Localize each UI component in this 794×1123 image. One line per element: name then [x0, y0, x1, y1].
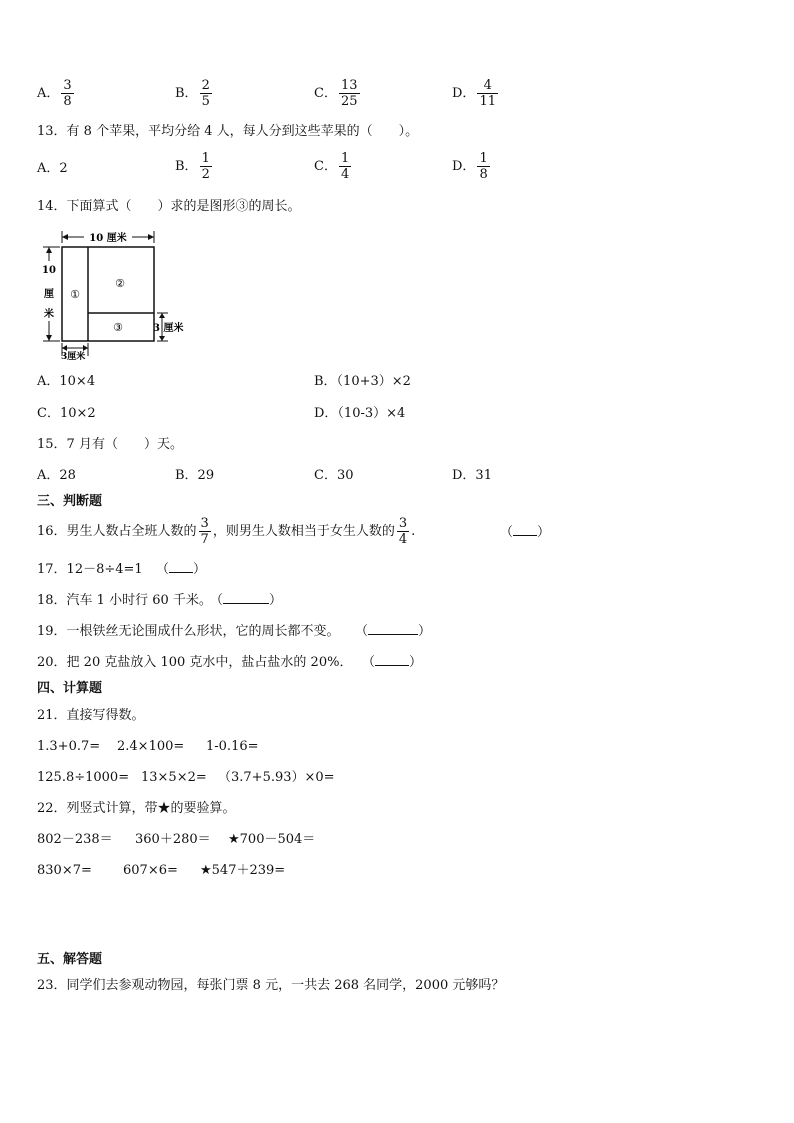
- q17-text: 17．12－8÷4=1: [37, 562, 143, 577]
- q14-option-c[interactable]: C．10×2: [37, 406, 96, 421]
- q14-option-d[interactable]: D．（10-3）×4: [314, 406, 406, 421]
- bottom-dimension-label: 3厘米: [61, 352, 86, 362]
- q22-item: ★700－504＝: [228, 832, 316, 847]
- q22-item: 802－238＝: [37, 832, 113, 847]
- q13-option-a[interactable]: A．2: [37, 161, 68, 176]
- fraction: $\frac{3}{4}$: [398, 516, 408, 547]
- q21-item: 13×5×2=: [141, 770, 207, 785]
- left-dimension-label-1: 10: [42, 265, 56, 276]
- q21-item: 125.8÷1000=: [37, 770, 130, 785]
- fraction: $\frac{1}{8}$: [479, 151, 488, 182]
- q12-option-d[interactable]: D． $\frac{4}{11}$: [452, 78, 496, 109]
- q19-answer-blank[interactable]: （ ）: [355, 624, 432, 639]
- q18-answer-blank[interactable]: （ ）: [210, 593, 283, 608]
- q13-option-c[interactable]: C． $\frac{1}{4}$: [314, 151, 350, 182]
- q19-text: 19．一根铁丝无论围成什么形状，它的周长都不变。: [37, 624, 340, 639]
- q21-item: 1.3+0.7=: [37, 739, 101, 754]
- q13-stem: 13．有 8 个苹果，平均分给 4 人，每人分到这些苹果的（ ）。: [37, 124, 419, 139]
- section-3-heading: 三、判断题: [37, 494, 103, 509]
- fraction: $\frac{1}{2}$: [201, 151, 210, 182]
- right-dimension-label: 3 厘米: [153, 323, 184, 334]
- q22-item: ★547＋239=: [200, 863, 286, 878]
- q22-item: 830×7=: [37, 863, 92, 878]
- q12-option-b[interactable]: B． $\frac{2}{5}$: [175, 78, 210, 109]
- q15-option-a[interactable]: A．28: [37, 468, 76, 483]
- region-1-label: ①: [70, 288, 80, 301]
- q14-option-a[interactable]: A．10×4: [37, 374, 96, 389]
- left-dimension-label-3: 米: [44, 309, 54, 320]
- q22-item: 360＋280＝: [135, 832, 211, 847]
- q14-stem: 14．下面算式（ ）求的是图形③的周长。: [37, 199, 301, 214]
- fraction: $\frac{2}{5}$: [201, 78, 210, 109]
- q14-option-b[interactable]: B．（10+3）×2: [314, 374, 411, 389]
- fraction: $\frac{13}{25}$: [340, 78, 358, 109]
- q15-option-c[interactable]: C．30: [314, 468, 354, 483]
- fraction: $\frac{3}{7}$: [200, 516, 209, 547]
- fraction: $\frac{3}{8}$: [63, 78, 72, 109]
- section-5-heading: 五、解答题: [37, 952, 103, 967]
- q20-text: 20．把 20 克盐放入 100 克水中，盐占盐水的 20%．: [37, 655, 353, 670]
- section-4-heading: 四、计算题: [37, 681, 103, 696]
- q21-item: （3.7+5.93）×0=: [218, 770, 335, 785]
- region-3-label: ③: [113, 321, 123, 334]
- left-dimension-label-2: 厘: [44, 289, 54, 300]
- q21-item: 2.4×100=: [117, 739, 185, 754]
- q17-answer-blank[interactable]: （ ）: [156, 562, 207, 577]
- q14-figure: [38, 227, 198, 362]
- q16-line: 16．男生人数占全班人数的 $\frac{3}{7}$ ，则男生人数相当于女生人数的 $\frac{3}{4}$ .: [37, 516, 416, 547]
- q18-text: 18．汽车 1 小时行 60 千米。: [37, 593, 212, 608]
- q22-item: 607×6=: [123, 863, 178, 878]
- q15-option-d[interactable]: D．31: [452, 468, 492, 483]
- q13-option-b[interactable]: B． $\frac{1}{2}$: [175, 151, 210, 182]
- q16-answer-blank[interactable]: （ ）: [500, 525, 551, 540]
- fraction: $\frac{4}{11}$: [479, 78, 496, 109]
- q13-option-d[interactable]: D． $\frac{1}{8}$: [452, 151, 488, 182]
- region-2-label: ②: [115, 277, 125, 290]
- q21-item: 1-0.16=: [206, 739, 259, 754]
- q22-stem: 22．列竖式计算，带★的要验算。: [37, 801, 236, 816]
- q15-option-b[interactable]: B．29: [175, 468, 215, 483]
- top-dimension-label: 10 厘米: [89, 233, 127, 244]
- q23-text: 23．同学们去参观动物园，每张门票 8 元，一共去 268 名同学，2000 元够吗？: [37, 978, 505, 993]
- fraction: $\frac{1}{4}$: [340, 151, 350, 182]
- q20-answer-blank[interactable]: （ ）: [362, 655, 423, 670]
- q21-stem: 21．直接写得数。: [37, 708, 145, 723]
- q12-option-c[interactable]: C． $\frac{13}{25}$: [314, 78, 358, 109]
- q12-option-a[interactable]: A． $\frac{3}{8}$: [37, 78, 72, 109]
- q15-stem: 15．7 月有（ ）天。: [37, 437, 183, 452]
